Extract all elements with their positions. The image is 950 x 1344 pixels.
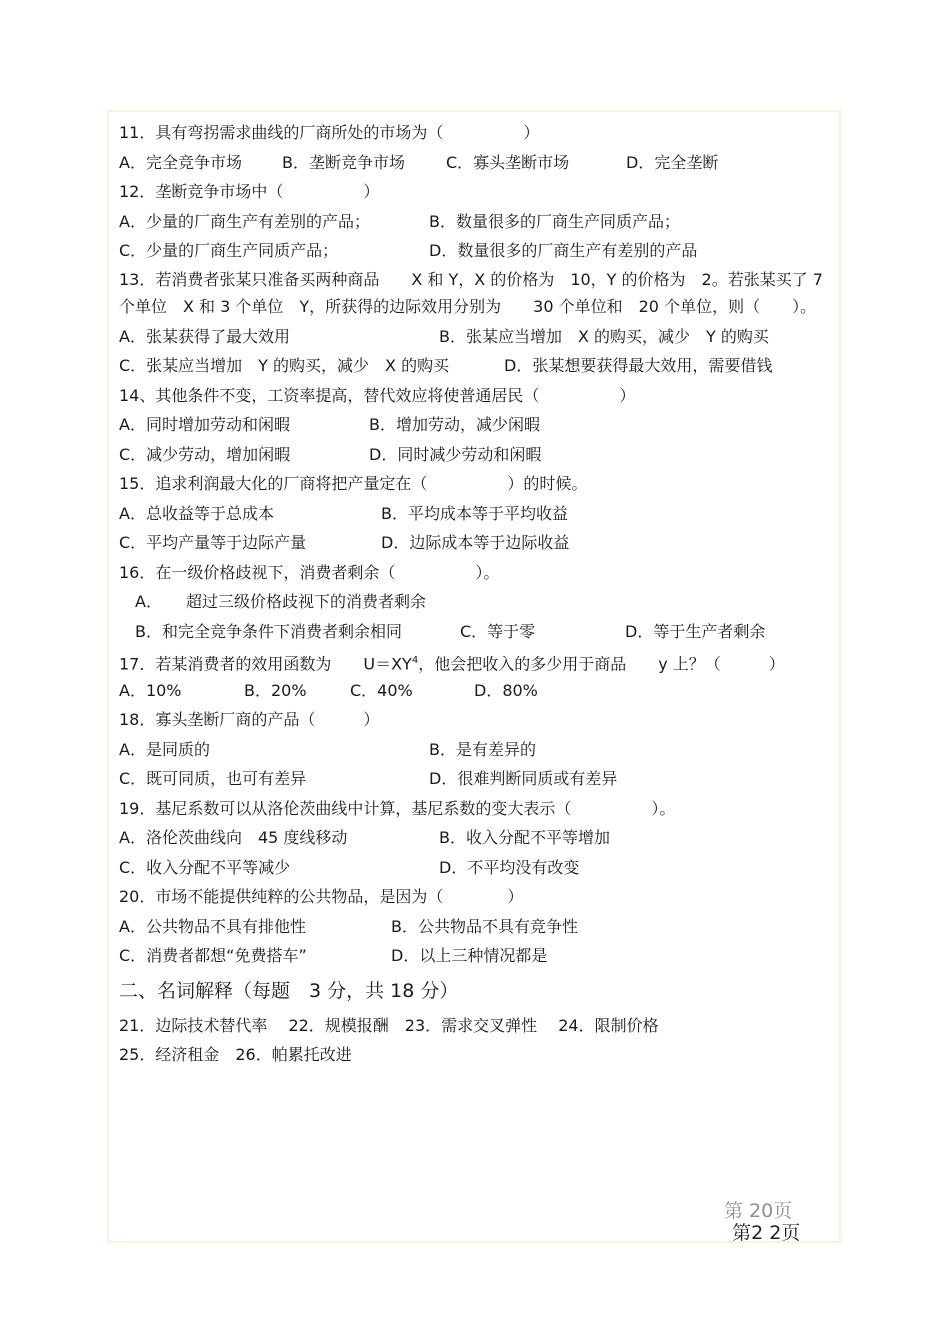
option-d: D．以上三种情况都是 [391,946,548,965]
option-b: B．和完全竞争条件下消费者剩余相同 [135,621,402,641]
document-body [119,118,831,1070]
page-number-overprint: 第 20页 [724,1200,793,1222]
question-16-options-row2 [119,617,831,647]
option-d: D．80% [474,680,538,700]
section-2-terms-line2: 25．经济租金 26．帕累托改进 [119,1045,352,1064]
option-d: D．等于生产者剩余 [625,621,766,641]
question-14-options-row1 [119,410,831,440]
question-14-options-row2 [119,440,831,470]
question-17-stem: 17．若某消费者的效用函数为 $U=XY^4$，他会把收入的多少用于商品 y 上？（ ） [119,654,785,674]
question-19-options-row1 [119,823,831,853]
section-2-terms-line1: 21．边际技术替代率 22．规模报酬 23．需求交叉弹性 24．限制价格 [119,1015,659,1035]
question-11-options [119,148,831,178]
question-12-options-row2 [119,236,831,266]
option-b: B．20% [244,680,307,700]
question-15-options-row2 [119,528,831,558]
option-b: B．公共物品不具有竞争性 [391,916,578,936]
option-a: A．同时增加劳动和闲暇 [119,415,290,434]
option-c: C．寡头垄断市场 [446,152,570,172]
option-d: D．完全垄断 [626,152,719,172]
option-c: C．平均产量等于边际产量 [119,533,307,552]
option-c: C．少量的厂商生产同质产品； [119,241,339,260]
question-19-stem: 19．基尼系数可以从洛伦茨曲线中计算，基尼系数的变大表示（ ）。 [119,798,676,818]
option-b: B．数量很多的厂商生产同质产品； [429,211,680,231]
option-c: C．40% [350,680,413,700]
option-a: A．总收益等于总成本 [119,503,274,523]
option-a: A．完全竞争市场 [119,152,242,172]
question-14-stem: 14、其他条件不变，工资率提高，替代效应将使普通居民（ ） [119,385,636,405]
question-12-stem: 12．垄断竞争市场中（ ） [119,182,380,201]
question-18-stem: 18．寡头垄断厂商的产品（ ） [119,710,380,729]
page-number [720,1196,800,1267]
option-c: C．张某应当增加 Y 的购买，减少 X 的购买 [119,356,450,375]
question-20-options-row2 [119,941,831,971]
option-d: D．边际成本等于边际收益 [381,533,570,552]
option-b: B．增加劳动，减少闲暇 [369,415,540,434]
option-a: A．10% [119,680,182,700]
question-15-stem: 15．追求利润最大化的厂商将把产量定在（ ）的时候。 [119,474,588,493]
option-c: C．收入分配不平等减少 [119,857,291,877]
option-b: B．平均成本等于平均收益 [381,503,568,523]
question-20-stem: 20．市场不能提供纯粹的公共物品，是因为（ ） [119,887,524,906]
question-18-options-row1 [119,735,831,765]
question-11-stem: 11．具有弯拐需求曲线的厂商所处的市场为（ ） [119,123,540,142]
option-b: B．张某应当增加 X 的购买，减少 Y 的购买 [439,326,769,346]
option-a: A． 超过三级价格歧视下的消费者剩余 [135,592,426,611]
option-d: D．很难判断同质或有差异 [429,769,618,788]
question-13-stem: 13．若消费者张某只准备买两种商品 X 和 Y，X 的价格为 10，Y 的价格为 2。若张某买了 7 个单位 X 和 3 个单位 Y，所获得的边际效用分别为 30 个单位和 20 个单位，则（ ）。 [119,269,823,316]
option-a: A．公共物品不具有排他性 [119,916,306,936]
question-13-options-row2 [119,351,831,381]
question-13-options-row1 [119,322,831,352]
page-number-label: 第2 2页 [732,1222,801,1244]
question-16-stem: 16．在一级价格歧视下，消费者剩余（ ）。 [119,562,500,582]
option-c: C．既可同质，也可有差异 [119,769,307,788]
question-18-options-row2 [119,764,831,794]
option-d: D．数量很多的厂商生产有差别的产品 [429,241,698,260]
exponent: 4 [411,655,419,666]
option-c: C．消费者都想“免费搭车” [119,946,307,965]
option-c: C．减少劳动，增加闲暇 [119,444,291,464]
question-16-options-row1 [119,587,831,617]
question-19-options-row2 [119,853,831,883]
option-a: A．是同质的 [119,739,210,759]
question-12-options-row1 [119,207,831,237]
option-d: D．张某想要获得最大效用，需要借钱 [504,356,773,375]
option-d: D．不平均没有改变 [439,857,580,877]
question-15-options-row1 [119,499,831,529]
option-a: A．少量的厂商生产有差别的产品； [119,211,370,231]
option-a: A．洛伦茨曲线向 45 度线移动 [119,828,348,847]
section-2-title: 二、名词解释（每题 3 分，共 18 分） [119,979,459,1002]
question-17-options [119,676,831,706]
option-c: C．等于零 [460,621,536,641]
question-20-options-row1 [119,912,831,942]
option-b: B．垄断竞争市场 [282,152,405,172]
option-d: D．同时减少劳动和闲暇 [369,444,542,464]
option-b: B．是有差异的 [429,739,536,759]
option-a: A．张某获得了最大效用 [119,326,290,346]
option-b: B．收入分配不平等增加 [439,828,610,847]
